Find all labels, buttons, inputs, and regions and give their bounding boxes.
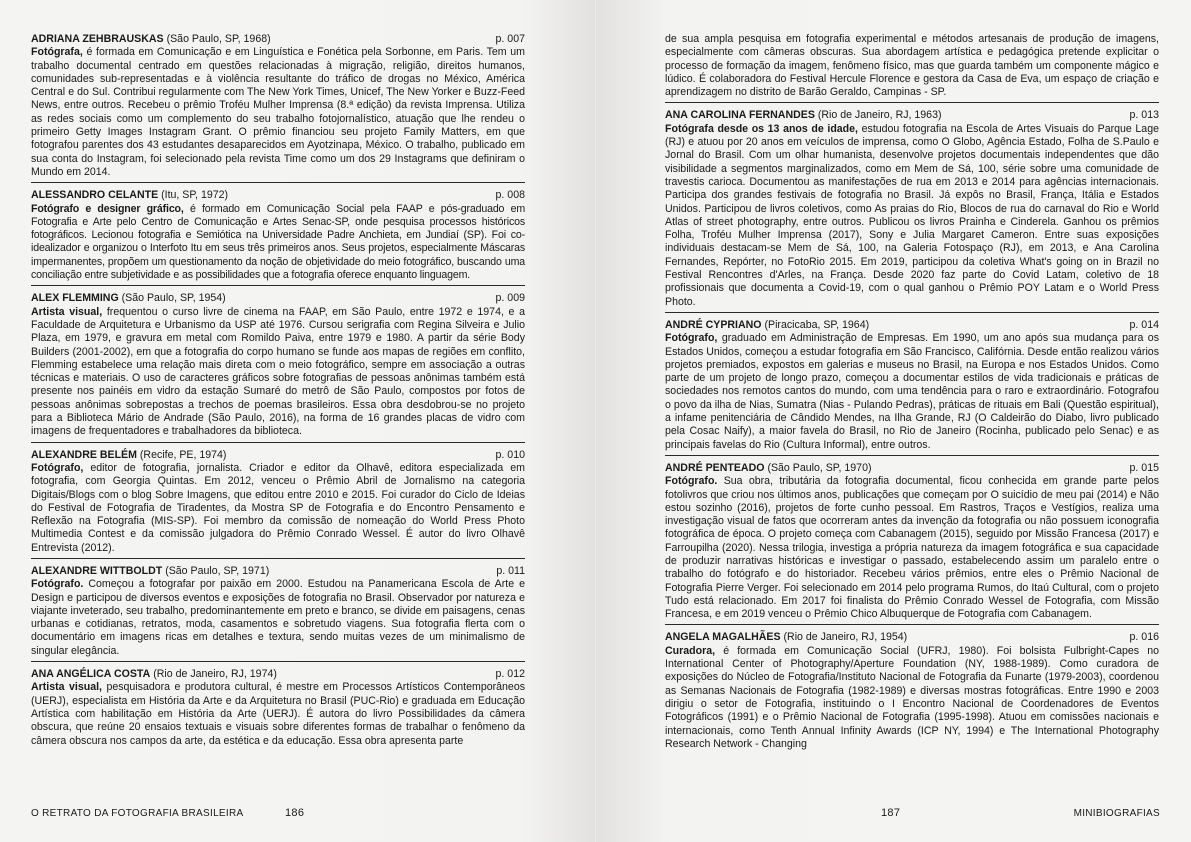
entry-header	[31, 565, 525, 578]
entry-lead: Fotógrafa desde os 13 anos de idade,	[665, 122, 858, 135]
entry-text	[31, 462, 525, 555]
entry-lead: Fotógrafo e designer gráfico,	[31, 202, 184, 215]
entry-text	[31, 681, 525, 747]
entry-page-ref: p. 014	[1129, 318, 1159, 331]
entry-lead: Curadora,	[665, 644, 716, 657]
page-number: 186	[285, 807, 305, 819]
entry-text	[31, 46, 525, 179]
entry-header	[665, 462, 1159, 475]
entry-origin: (São Paulo, SP, 1970)	[767, 461, 872, 474]
entry-body: é formada em Comunicação Social (UFRJ, 1980). Foi bolsista Fulbright-Capes no International Center of Photography/Aperture Foundation (NY, 1988-1989). Como curadora de exposições do Núcleo de Fotografia/Instituto Nacional de Fotografia da Funarte (1979-2003), coordenou as Semanas Nacionais de Fotografia (1982-1989) e diversas mostras fotográficas. Entre 1990 e 2003 dirigiu o setor de Fotografia, instituindo o I Encontro Nacional de Coordenadores de Eventos Fotográficos (1991) e o Prêmio Nacional de Fotografia (1995-1998). Atuou em comissões nacionais e internacionais, como Tenth Annual Infinity Awards (ICP NY, 1994) e The International Photography Research Network - Changing	[665, 644, 1159, 750]
entry-page-ref: p. 015	[1129, 461, 1159, 474]
entry-page-ref: p. 016	[1129, 631, 1159, 644]
entry-body: Começou a fotografar por paixão em 2000. Estudou na Panamericana Escola de Arte e Design e participou de diversos eventos e exposições de fotografia no Brasil. Observador por natureza e viajante inveterado, seu trabalho, predominantemente em preto e branco, se divide em paisagens, cenas urbanas e cotidianas, retratos, moda, casamentos e sobretudo viagens. Sua fotografia flerta com o documentário em imagens ricas em detalhes e textura, sendo muitas vezes de um minimalismo de singular elegância.	[31, 578, 525, 657]
entry-origin: (São Paulo, SP, 1968)	[166, 33, 271, 45]
entry-lead: Artista visual,	[31, 681, 102, 694]
bio-entry-continuation	[665, 33, 1159, 103]
entry-header	[31, 189, 525, 202]
bio-entry	[665, 631, 1159, 754]
entry-name: ALEXANDRE BELÉM	[31, 448, 137, 461]
bio-entry	[665, 109, 1159, 312]
entry-name: ANDRÉ CYPRIANO	[665, 318, 762, 331]
entry-text	[665, 123, 1159, 309]
entry-origin: (São Paulo, SP, 1971)	[165, 564, 270, 577]
entry-name: ANDRÉ PENTEADO	[665, 461, 765, 474]
entry-origin: (Itu, SP, 1972)	[161, 189, 229, 202]
entry-page-ref: p. 009	[495, 292, 525, 305]
bio-entry	[31, 33, 525, 183]
entry-origin: (Rio de Janeiro, RJ, 1954)	[783, 631, 908, 644]
entry-body: Sua obra, tributária da fotografia documental, ficou conhecida em grande parte pelos fotolivros que criou nos últimos anos, publicações que começam por O suicídio de meu pai (2014) e Não estou sozinho (2016), projetos de forte cunho pessoal. Em Rastros, Traços e Vestígios, realiza uma investigação visual de fatos que ocorreram antes da invenção da fotografia ou não possuem iconografia fotográfica de época. O projeto começa com Cabanagem (2015), seguido por Missão Francesa (2017) e Farroupilha (2020). Nessa trilogia, investiga a própria natureza da imagem fotográfica e sua capacidade de produzir narrativas históricas e investigar o passado, estabelecendo assim um paralelo entre o trabalho do fotógrafo e do historiador. Recebeu vários prêmios, entre eles o Prêmio Nacional de Fotografia Pierre Verger. Foi selecionado em 2014 pelo programa Rumos, do Itaú Cultural, com o projeto Tudo está relacionado. Em 2017 foi finalista do Prêmio Conrado Wessel de Fotografia, com Missão Francesa, e em 2019 venceu o Prêmio Chico Albuquerque de Fotografia com Cabanagem.	[665, 475, 1159, 621]
entry-lead: Fotógrafo.	[31, 578, 84, 591]
entry-text	[31, 306, 525, 439]
right-column	[665, 33, 1159, 760]
entry-origin: (Rio de Janeiro, RJ, 1974)	[153, 668, 277, 681]
entry-body: estudou fotografia na Escola de Artes Visuais do Parque Lage (RJ) e atuou por 20 anos em veículos de imprensa, como O Globo, Agência Estado, Folha de S.Paulo e Jornal do Brasil. Com um olhar humanista, desenvolve projetos documentais independentes que dão visibilidade a segmentos marginalizados, como em Mem de Sá, 100, série sobre uma comunidade de travestis carioca. Documentou as manifestações de rua em 2013 e 2014 para agências internacionais. Participa dos grandes festivais de fotografia no Brasil. Já expôs no Brasil, França, Itália e Estados Unidos. Participou de livros coletivos, como As praias do Rio, Blocos de rua do carnaval do Rio e World Atlas of street photography, entre outros. Publicou os livros Prainha e Cinderela. Ganhou os prêmios Folha, Troféu Mulher Imprensa (2017), Sony e Julia Margaret Cameron. Entre suas exposições individuais destacam-se Mem de Sá, 100, na Galeria Fotospaço (RJ), em 2013, e Ana Carolina Fernandes, Repórter, no FotoRio 2015. Em 2019, participou da coletiva What's going on in Brazil no Festival Rencontres d'Arles, na França. Desde 2020 faz parte do Covid Latam, coletivo de 18 profissionais que documenta a Covid-19, com o qual ganhou o Prêmio POY Latam e o World Press Photo.	[665, 122, 1159, 308]
entry-page-ref: p. 008	[495, 189, 525, 202]
entry-header	[31, 449, 525, 462]
entry-header	[665, 631, 1159, 644]
entry-header	[665, 109, 1159, 122]
entry-body: pesquisadora e produtora cultural, é mestre em Processos Artísticos Contemporâneos (UERJ), especialista em História da Arte e da Arquitetura no Brasil (PUC-Rio) e graduada em Educação Artística com habilitação em História da Arte (UERJ). É autora do livro Possibilidades da câmera obscura, que reúne 20 ensaios textuais e visuais sobre diferentes formas de trabalhar o fenômeno da câmera obscura nos campos da arte, da estética e da educação. Essa obra apresenta parte	[31, 681, 526, 747]
entry-text	[665, 332, 1159, 452]
entry-origin: (Piracicaba, SP, 1964)	[764, 318, 870, 331]
entry-origin: (Rio de Janeiro, RJ, 1963)	[817, 109, 942, 122]
entry-lead: Fotógrafo,	[665, 332, 718, 345]
entry-page-ref: p. 010	[495, 448, 525, 461]
running-title: O RETRATO DA FOTOGRAFIA BRASILEIRA	[31, 808, 244, 819]
bio-entry	[31, 189, 525, 286]
entry-body: é formada em Comunicação e em Linguística e Fonética pela Sorbonne, em Paris. Tem um trabalho documental centrado em questões relacionadas à migração, religião, direitos humanos, comunidades sub-representadas e à violência resultante do tráfico de drogas no México, América Central e do Sul. Contribui regularmente com The New York Times, Unicef, The New Yorker e Buzz-Feed News, entre outros. Recebeu o prêmio Troféu Mulher Imprensa (8.ª edição) da revista Imprensa. Utiliza as redes sociais como um complemento do seu trabalho fotojornalístico, atuação que lhe rendeu o primeiro Getty Images Instagram Grant. O prêmio financiou seu projeto Family Matters, em que fotografou parentes dos 43 estudantes desaparecidos em Ayotzinapa, México. O trabalho, publicado em sua conta do Instagram, foi selecionado pela revista Time como um dos 29 Instagrams que definiram o Mundo em 2014.	[31, 46, 525, 178]
left-column	[31, 33, 525, 757]
entry-name: ALESSANDRO CELANTE	[31, 189, 159, 202]
entry-name: ANA CAROLINA FERNANDES	[665, 109, 815, 122]
entry-name: ALEX FLEMMING	[31, 292, 119, 305]
bio-entry	[31, 668, 525, 751]
entry-header	[31, 668, 525, 681]
entry-origin: (São Paulo, SP, 1954)	[121, 292, 226, 305]
right-page	[596, 0, 1191, 842]
entry-name: ALEXANDRE WITTBOLDT	[31, 564, 163, 577]
entry-text	[665, 645, 1159, 751]
entry-lead: Fotógrafo.	[665, 475, 718, 488]
entry-name: ANA ANGÉLICA COSTA	[31, 668, 151, 681]
running-title: MINIBIOGRAFIAS	[1073, 808, 1160, 819]
entry-text	[665, 475, 1159, 621]
entry-body: editor de fotografia, jornalista. Criador e editor da Olhavê, editora especializada em fotografia, com Georgia Quintas. Em 2012, venceu o Prêmio Abril de Jornalismo na categoria Digitais/Blogs com o blog Sobre Imagens, que editou entre 2010 e 2015. Foi curador do Ciclo de Ideias do Festival de Fotografia de Tiradentes, da Mostra SP de Fotografia e do Encontro Pensamento e Reflexão na Fotografia (MIS-SP). Foi membro da comissão de nomeação do World Press Photo Multimedia Contest e da comissão julgadora do Prêmio Conrado Wessel. É autor do livro Olhavê Entrevista (2012).	[31, 461, 525, 554]
entry-lead: Artista visual,	[31, 305, 103, 318]
entry-body: de sua ampla pesquisa em fotografia experimental e métodos artesanais de produção de imagens, especialmente com câmeras obscuras. Sua abordagem artística e pedagógica pretende explicitar o processo de formação da imagem, fenômeno físico, mas que guarda também um componente mágico e lúdico. É colaboradora do Festival Hercule Florence e gestora da Casa de Eva, um espaço de criação e aprendizagem no distrito de Barão Geraldo, Campinas - SP.	[665, 33, 1159, 99]
bio-entry	[665, 319, 1159, 456]
left-page	[0, 0, 595, 842]
entry-header	[31, 292, 525, 305]
entry-header	[665, 319, 1159, 332]
page-number: 187	[881, 807, 901, 819]
entry-body: frequentou o curso livre de cinema na FAAP, em São Paulo, entre 1972 e 1974, e a Faculdade de Arquitetura e Urbanismo da USP até 1976. Cursou serigrafia com Regina Silveira e Julio Plaza, em 1979, e gravura em metal com Romildo Paiva, entre 1979 e 1980. A partir da série Body Builders (2001-2002), em que a fotografia do corpo humano se funde aos mapas de regiões em conflito, Flemming estabelece uma relação mais direta com o meio fotográfico, sempre em associação a outras técnicas e materiais. O uso de caracteres gráficos sobre fotografias de pessoas anônimas também está presente nos painéis em vidro da estação Sumaré do metrô de São Paulo, compostos por fotos de pessoas anônimas sobrepostas a trechos de poemas brasileiros. Essa obra desdobrou-se no projeto para a Biblioteca Mário de Andrade (São Paulo, 2016), na forma de 16 grandes placas de vidro com imagens de frequentadores e trabalhadores da biblioteca.	[31, 305, 525, 438]
bio-entry	[31, 565, 525, 662]
entry-page-ref: p. 007	[495, 33, 525, 45]
entry-body: é formado em Comunicação Social pela FAAP e pós-graduado em Fotografia e Arte pelo Centro de Comunicação e Artes Senac-SP, onde pesquisa processos históricos fotográficos. Lecionou fotografia e Semiótica na Universidade Padre Anchieta, em Jundiaí (SP). Foi co-idealizador e organizou o Interfoto Itu em seus três primeiros anos. Seus projetos, especialmente Máscaras impermanentes, propõem um questionamento da noção de objetividade do meio fotográfico, buscando uma conciliação entre subjetividade e as possibilidades que a fotografia oferece enquanto linguagem.	[31, 202, 525, 282]
entry-name: ANGELA MAGALHÃES	[665, 631, 781, 644]
bio-entry	[665, 462, 1159, 626]
bio-entry	[31, 292, 525, 442]
entry-page-ref: p. 011	[496, 564, 525, 577]
entry-lead: Fotógrafa,	[31, 46, 83, 59]
bio-entry	[31, 449, 525, 559]
entry-page-ref: p. 013	[1129, 109, 1159, 122]
entry-origin: (Recife, PE, 1974)	[139, 448, 227, 461]
entry-text	[31, 203, 525, 283]
entry-header	[31, 33, 525, 46]
entry-text	[31, 578, 525, 658]
entry-body: graduado em Administração de Empresas. Em 1990, um ano após sua mudança para os Estados Unidos, começou a estudar fotografia em São Francisco, Califórnia. Desde então realizou vários projetos premiados, expostos em galerias e museus no Brasil, na Europa e nos Estados Unidos. Como parte de um projeto de longo prazo, começou a documentar estilos de vida tradicionais e práticas de sociedades nos remotos cantos do mundo, com uma tendência para o raro e extraordinário. Fotografou o povo da ilha de Nias, Sumatra (Nias - Pulando Pedras), práticas de rituais em Bali (Questão espiritual), a infame penitenciária de Cândido Mendes, na Ilha Grande, RJ (O Caldeirão do Diabo, livro publicado pela Cosac Naify), a maior favela do Brasil, no Rio de Janeiro (Rocinha, publicado pelo Senac) e as principais favelas do Rio (Cultura Informal), entre outros.	[665, 332, 1159, 451]
entry-lead: Fotógrafo,	[31, 461, 84, 474]
entry-name: ADRIANA ZEHBRAUSKAS	[31, 33, 164, 45]
entry-page-ref: p. 012	[495, 668, 525, 681]
